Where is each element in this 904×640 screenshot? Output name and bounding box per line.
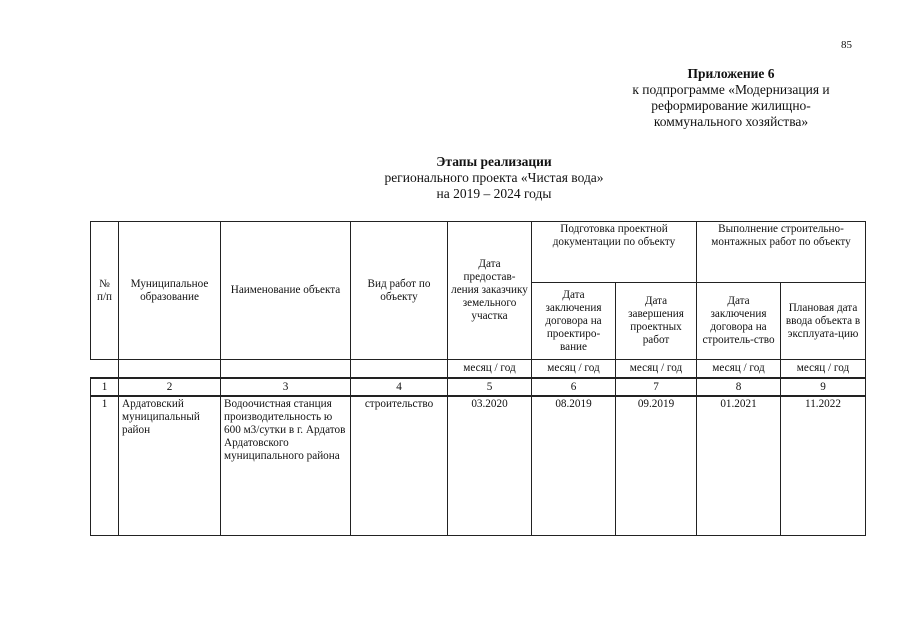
unit-label: месяц / год [448,360,532,379]
cell-num: 1 [91,396,119,536]
column-number-row [91,378,866,396]
column-number: 7 [616,378,697,396]
header-object-name: Наименование объекта [221,222,351,360]
column-number: 2 [119,378,221,396]
header-land-date: Дата предостав-ления заказчику земельного участка [448,222,532,360]
cell-municipality: Ардатовский муниципальный район [119,396,221,536]
header-municipality: Муниципальное образование [119,222,221,360]
column-number: 6 [532,378,616,396]
header-group-design: Подготовка проектной документации по объекту [532,222,697,283]
column-number: 9 [781,378,866,396]
unit-label: месяц / год [781,360,866,379]
header-commission-date: Плановая дата ввода объекта в эксплуата-цию [781,283,866,360]
table-row [91,396,866,536]
cell-object-name: Водоочистная станция производительность ю 600 м3/сутки в г. Ардатов Ардатовского муниципального района [221,396,351,536]
stages-table [90,221,866,536]
cell-design-finish: 09.2019 [616,396,697,536]
column-number: 3 [221,378,351,396]
cell-commission-date: 11.2022 [781,396,866,536]
unit-label: месяц / год [697,360,781,379]
column-number: 1 [91,378,119,396]
column-number: 8 [697,378,781,396]
header-build-contract: Дата заключения договора на строитель-ство [697,283,781,360]
header-design-contract: Дата заключения договора на проектиро-вание [532,283,616,360]
appendix-line-1: к подпрограмме «Модернизация и [632,82,830,97]
appendix-title: Приложение 6 [687,66,775,81]
heading-line-2: на 2019 – 2024 годы [436,186,552,201]
appendix-block [600,66,862,130]
page-number: 85 [841,39,852,51]
column-number: 5 [448,378,532,396]
header-work-type: Вид работ по объекту [351,222,448,360]
appendix-line-3: коммунального хозяйства» [653,114,809,129]
header-group-construction: Выполнение строительно-монтажных работ по объекту [697,222,866,283]
heading-line-1: регионального проекта «Чистая вода» [384,170,604,185]
appendix-line-2: реформирование жилищно- [651,98,811,113]
heading-title: Этапы реализации [436,154,552,169]
unit-label: месяц / год [532,360,616,379]
cell-design-contract: 08.2019 [532,396,616,536]
header-design-finish: Дата завершения проектных работ [616,283,697,360]
cell-build-contract: 01.2021 [697,396,781,536]
header-num: № п/п [91,222,119,360]
cell-land-date: 03.2020 [448,396,532,536]
document-heading [300,154,688,202]
unit-label: месяц / год [616,360,697,379]
cell-work-type: строительство [351,396,448,536]
column-number: 4 [351,378,448,396]
